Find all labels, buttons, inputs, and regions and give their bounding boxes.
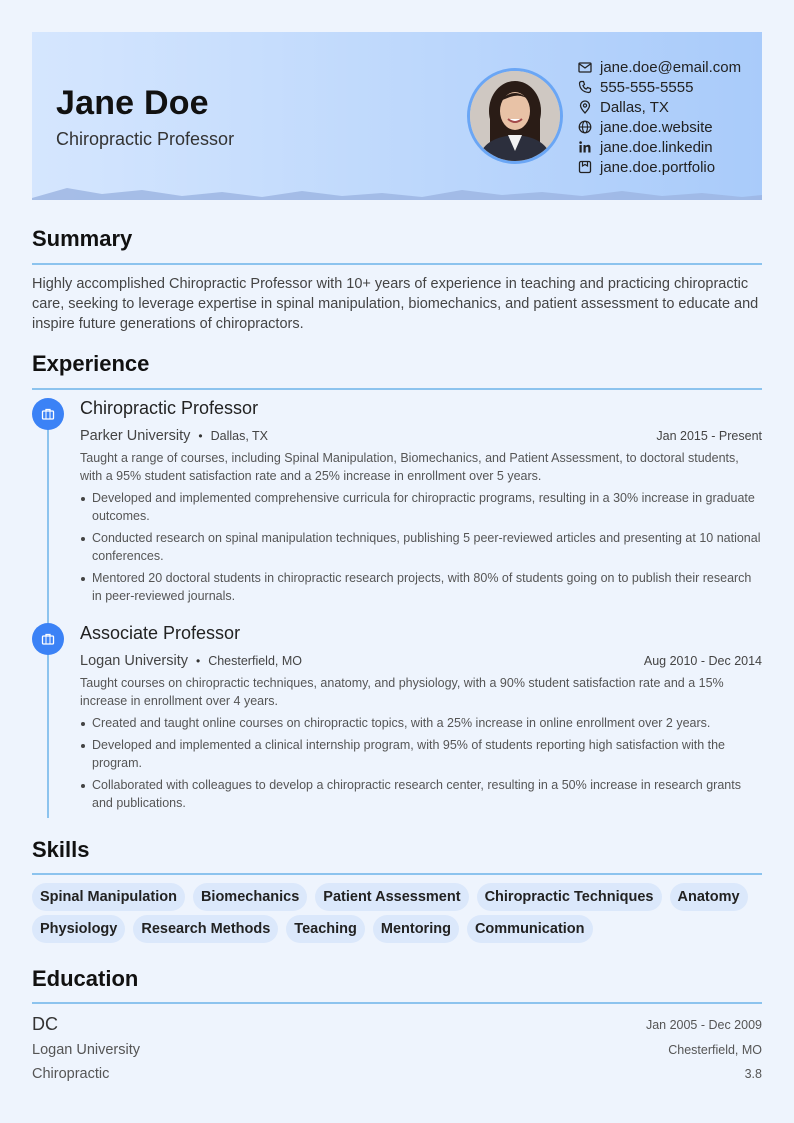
job-dates: Jan 2015 - Present bbox=[656, 429, 762, 443]
job-meta bbox=[80, 424, 762, 448]
contact-text: jane.doe.website bbox=[600, 118, 713, 136]
contact-phone[interactable] bbox=[578, 77, 741, 97]
contact-text: jane.doe@email.com bbox=[600, 58, 742, 76]
education-degree: DC bbox=[32, 1014, 58, 1034]
briefcase-icon bbox=[32, 398, 64, 430]
job-bullets bbox=[80, 489, 762, 605]
skill-tag: Teaching bbox=[286, 915, 365, 943]
candidate-name: Jane Doe bbox=[56, 84, 209, 122]
experience-timeline bbox=[47, 418, 49, 818]
contact-text: Dallas, TX bbox=[600, 98, 669, 116]
contact-list bbox=[578, 57, 741, 177]
job-entry bbox=[80, 623, 762, 816]
education-location: Chesterfield, MO bbox=[668, 1043, 762, 1057]
job-description: Taught courses on chiropractic techniques, anatomy, and physiology, with a 90% student satisfaction rate and a 15% increase in enrollment over 4 years. bbox=[80, 676, 724, 708]
skills-list bbox=[32, 883, 772, 947]
globe-icon bbox=[578, 120, 592, 134]
job-meta bbox=[80, 649, 762, 673]
education-heading: Education bbox=[32, 966, 139, 991]
job-bullets bbox=[80, 714, 762, 812]
list-item: Mentored 20 doctoral students in chiropractic research projects, with 80% of students going on to publish their research in peer-reviewed journals. bbox=[80, 569, 762, 605]
job-location: Dallas, TX bbox=[210, 429, 269, 443]
linkedin-icon bbox=[578, 140, 592, 154]
avatar bbox=[467, 68, 563, 164]
contact-portfolio[interactable] bbox=[578, 157, 741, 177]
section-divider bbox=[32, 263, 762, 265]
skill-tag: Physiology bbox=[32, 915, 125, 943]
bullet-separator: • bbox=[198, 429, 203, 443]
section-divider bbox=[32, 388, 762, 390]
job-dates: Aug 2010 - Dec 2014 bbox=[643, 654, 762, 668]
education-dates: Jan 2005 - Dec 2009 bbox=[645, 1017, 762, 1032]
contact-website[interactable] bbox=[578, 117, 741, 137]
education-school: Logan University bbox=[32, 1042, 140, 1058]
skill-row bbox=[32, 915, 772, 943]
section-divider bbox=[32, 873, 762, 875]
candidate-title: Chiropractic Professor bbox=[56, 129, 235, 149]
header-wave-decoration bbox=[32, 184, 762, 200]
mail-icon bbox=[578, 60, 592, 74]
job-title: Chiropractic Professor bbox=[80, 398, 259, 418]
skill-tag: Chiropractic Techniques bbox=[477, 883, 662, 911]
job-entry bbox=[80, 398, 762, 609]
list-item: Developed and implemented comprehensive curricula for chiropractic programs, resulting in a 30% increase in graduate outcomes. bbox=[80, 489, 762, 525]
contact-email[interactable] bbox=[578, 57, 741, 77]
education-school-row bbox=[32, 1042, 762, 1058]
skill-tag: Communication bbox=[467, 915, 593, 943]
briefcase-icon bbox=[32, 623, 64, 655]
skills-heading: Skills bbox=[32, 837, 90, 862]
skill-tag: Mentoring bbox=[373, 915, 459, 943]
job-location: Chesterfield, MO bbox=[208, 654, 302, 668]
summary-text: Highly accomplished Chiropractic Professor with 10+ years of experience in teaching and practicing chiropractic care, seeking to leverage expertise in spinal manipulation, biomechanics, and patient assessment to educate and inspire future generations of chiropractors. bbox=[32, 276, 759, 332]
education-gpa: 3.8 bbox=[744, 1067, 762, 1081]
contact-text: 555-555-5555 bbox=[600, 78, 694, 96]
skill-tag: Spinal Manipulation bbox=[32, 883, 185, 911]
location-icon bbox=[578, 100, 592, 114]
education-degree-row bbox=[32, 1014, 762, 1035]
resume-header bbox=[32, 32, 762, 200]
list-item: Developed and implemented a clinical internship program, with 95% of students reporting high satisfaction with the program. bbox=[80, 736, 762, 772]
contact-location bbox=[578, 97, 741, 117]
job-title: Associate Professor bbox=[80, 623, 241, 643]
summary-heading: Summary bbox=[32, 226, 133, 251]
job-description: Taught a range of courses, including Spinal Manipulation, Biomechanics, and Patient Assessment, to doctoral students, with a 95% student satisfaction rate and a 25% increase in enrollment over 5 years. bbox=[80, 451, 739, 483]
contact-text: jane.doe.linkedin bbox=[600, 138, 713, 156]
phone-icon bbox=[578, 80, 592, 94]
list-item: Created and taught online courses on chiropractic topics, with a 25% increase in online enrollment over 2 years. bbox=[80, 714, 762, 732]
bullet-separator: • bbox=[196, 654, 201, 668]
education-field: Chiropractic bbox=[32, 1066, 110, 1082]
experience-heading: Experience bbox=[32, 351, 150, 376]
skill-tag: Patient Assessment bbox=[315, 883, 468, 911]
job-company: Logan University bbox=[80, 653, 188, 669]
contact-text: jane.doe.portfolio bbox=[600, 158, 716, 176]
job-company: Parker University bbox=[80, 428, 191, 444]
skill-tag: Biomechanics bbox=[193, 883, 307, 911]
skill-tag: Research Methods bbox=[133, 915, 278, 943]
list-item: Conducted research on spinal manipulation techniques, publishing 5 peer-reviewed articles and presenting at 10 national conferences. bbox=[80, 529, 762, 565]
section-divider bbox=[32, 1002, 762, 1004]
list-item: Collaborated with colleagues to develop a chiropractic research center, resulting in a 50% increase in research grants and publications. bbox=[80, 776, 762, 812]
portfolio-icon bbox=[578, 160, 592, 174]
profile-photo-icon bbox=[470, 71, 560, 161]
skill-tag: Anatomy bbox=[670, 883, 748, 911]
contact-linkedin[interactable] bbox=[578, 137, 741, 157]
skill-row bbox=[32, 883, 772, 911]
education-field-row bbox=[32, 1066, 762, 1082]
